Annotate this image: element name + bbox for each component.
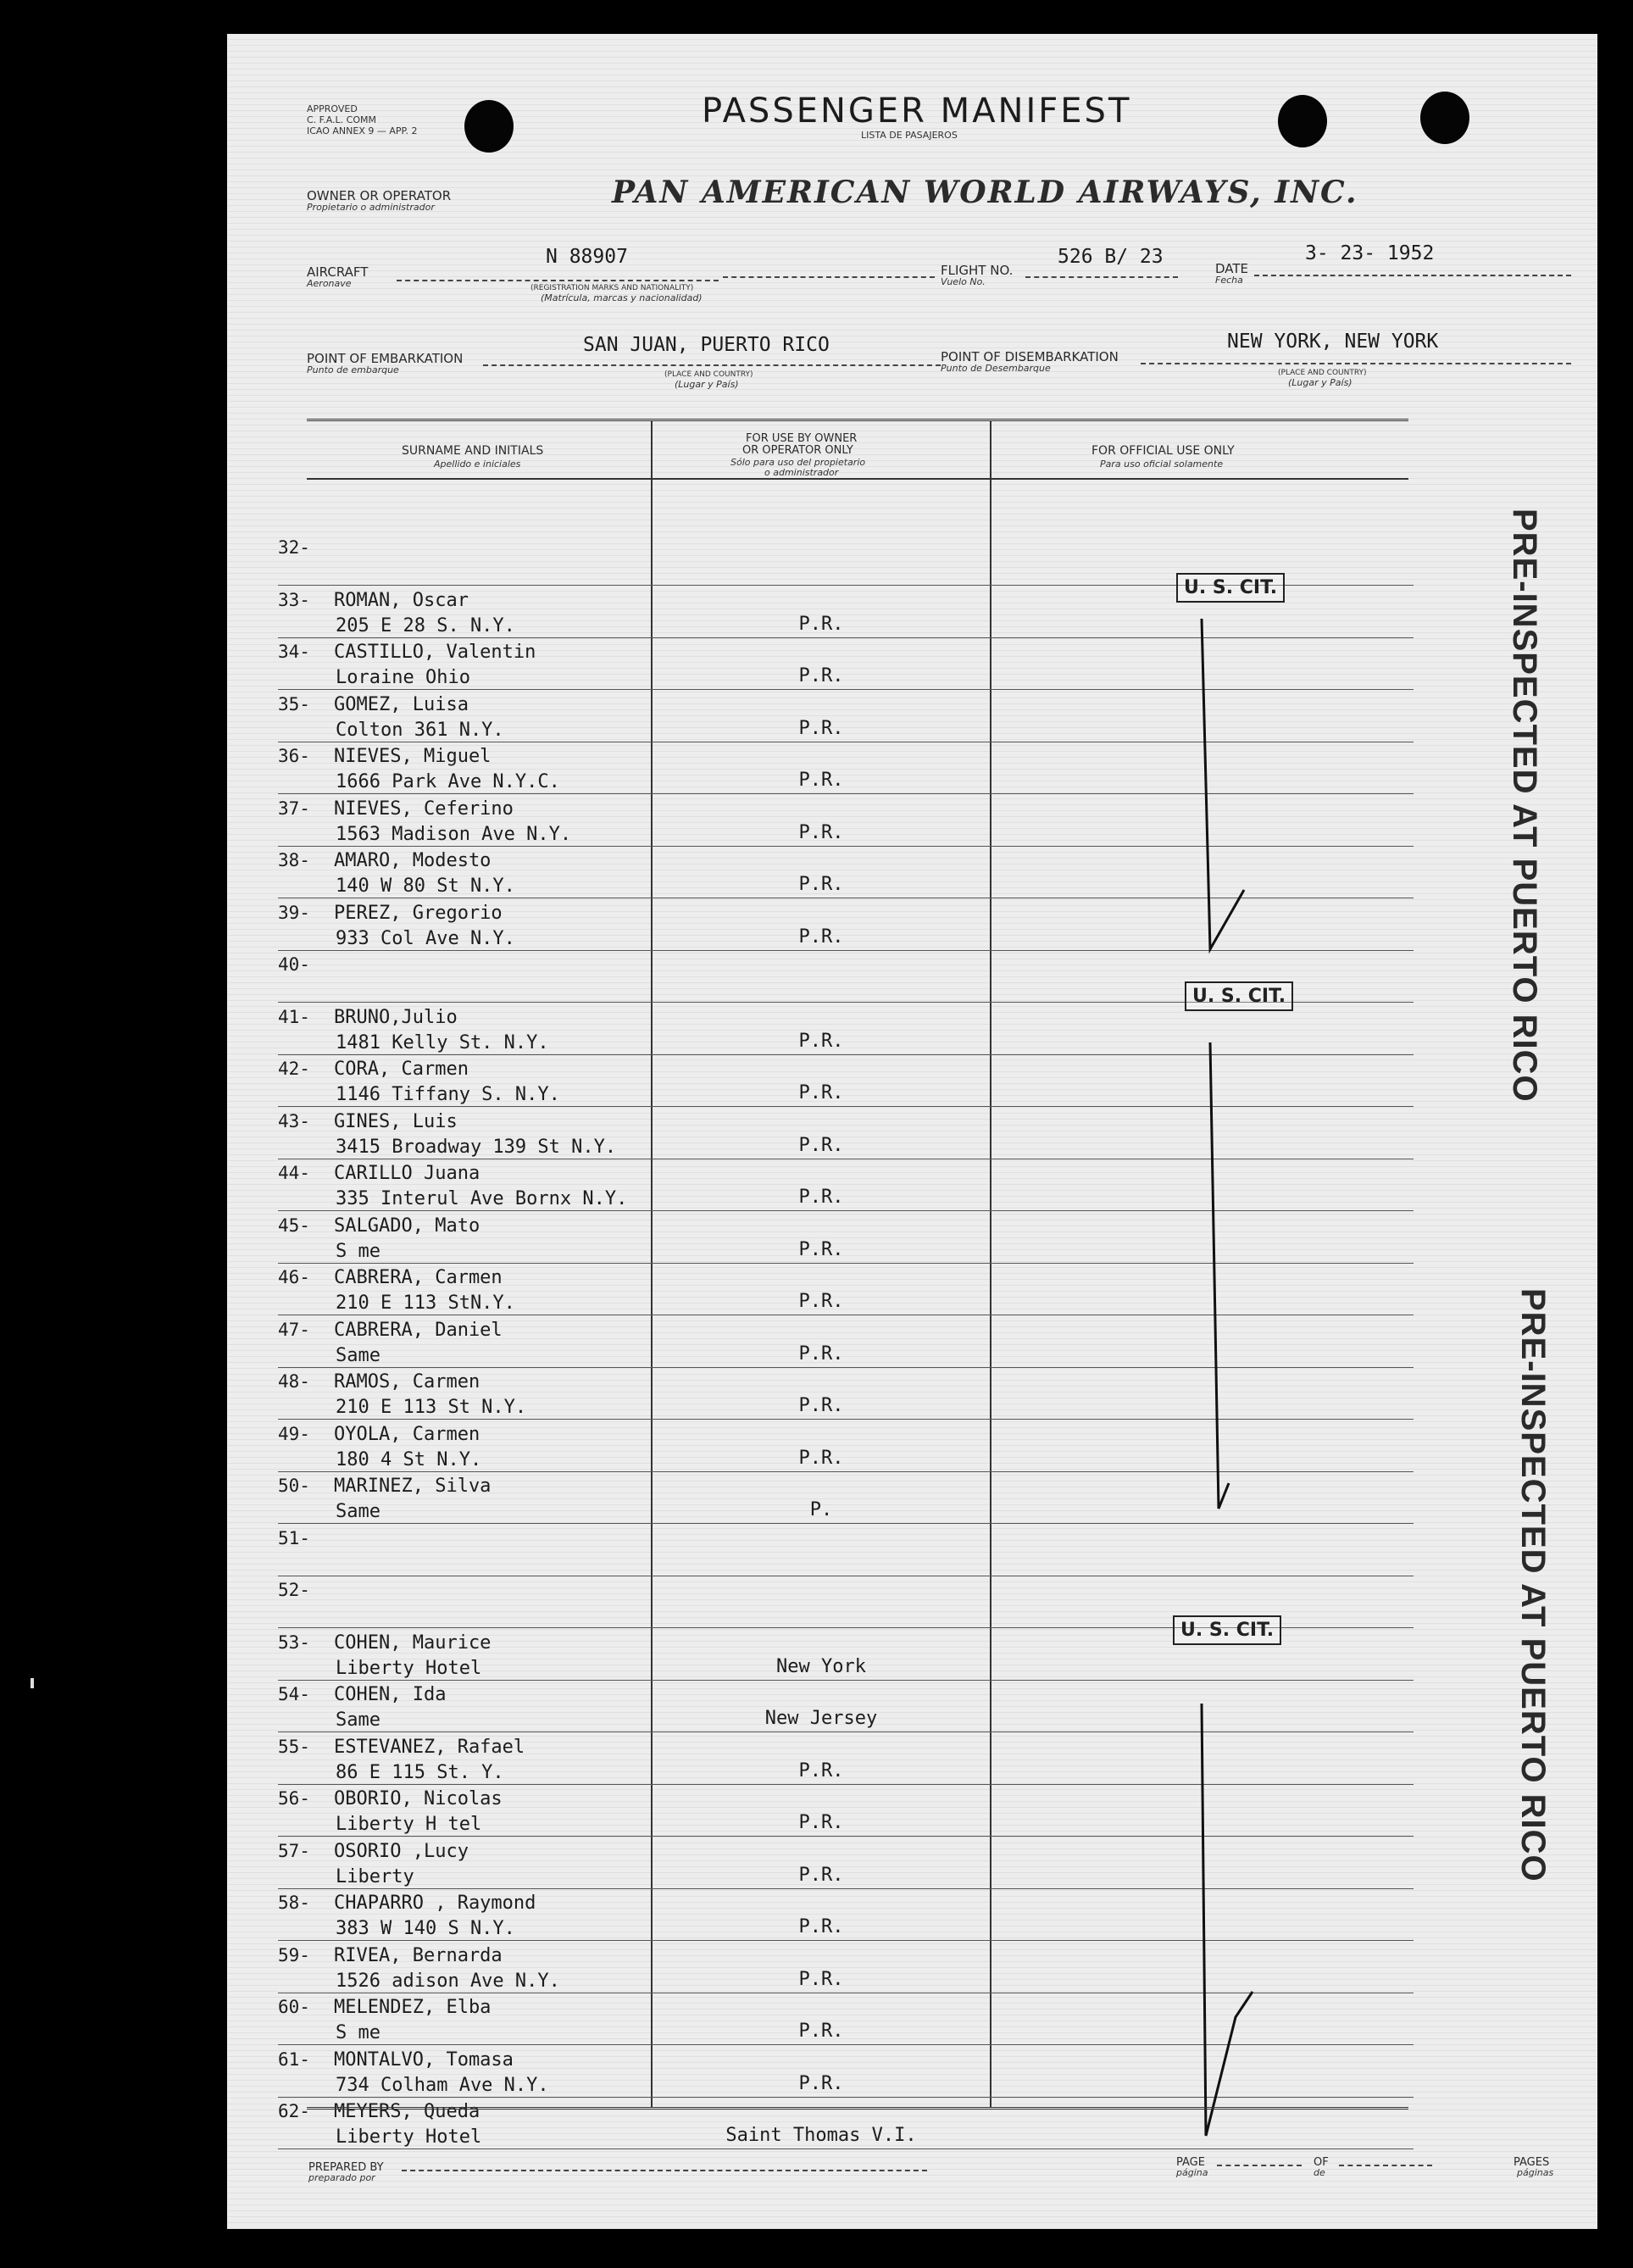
owner-use-value: P.R. [798,1865,844,1886]
prepared-by-label: PREPARED BY [308,2161,384,2174]
passenger-name: OBORIO, Nicolas [334,1788,503,1809]
passenger-number: 61- [278,2049,310,2070]
disembark-place-sub: (PLACE AND COUNTRY) [1278,369,1367,377]
passenger-number: 41- [278,1007,310,1027]
us-citizen-stamp-2: U. S. CIT. [1185,981,1293,1011]
owner-use-value: P.R. [798,1135,844,1156]
passenger-address: 734 Colham Ave N.Y. [336,2075,549,2096]
punch-hole-right-1 [1278,95,1327,147]
owner-use-value: P.R. [798,1343,844,1365]
passenger-address: Colton 361 N.Y. [336,720,504,741]
aircraft-line [397,280,719,281]
passenger-address: 86 E 115 St. Y. [336,1762,504,1783]
flight-label-es: Vuelo No. [941,276,986,287]
passenger-address: Liberty H tel [336,1814,482,1835]
col-owner-header-1: FOR USE BY OWNER [746,432,858,445]
passenger-address: S me [336,1241,380,1262]
passenger-number: 35- [278,694,310,714]
disembark-label: POINT OF DISEMBARKATION [941,349,1119,364]
passenger-name: CASTILLO, Valentin [334,642,536,663]
owner-use-value: P.R. [798,1082,844,1103]
owner-use-value: P.R. [798,718,844,739]
disembark-label-es: Punto de Desembarque [941,363,1051,374]
passenger-address: S me [336,2022,380,2043]
pages-label: PAGES [1514,2156,1550,2169]
date-line [1254,275,1571,276]
passenger-name: OSORIO ,Lucy [334,1841,469,1862]
footer-rule [307,2107,1408,2110]
passenger-name: CABRERA, Daniel [334,1320,503,1341]
aircraft-sub: (REGISTRATION MARKS AND NATIONALITY) [530,284,694,292]
passenger-address: 3415 Broadway 139 St N.Y. [336,1137,617,1158]
owner-use-value: Saint Thomas V.I. [725,2125,917,2146]
passenger-number: 50- [278,1476,310,1496]
embark-line [483,364,941,366]
passenger-name: GOMEZ, Luisa [334,694,469,715]
passenger-address: 335 Interul Ave Bornx N.Y. [336,1188,628,1209]
passenger-number: 45- [278,1215,310,1236]
passenger-number: 44- [278,1163,310,1183]
page-subtitle: LISTA DE PASAJEROS [861,130,958,141]
owner-use-value: P.R. [798,926,844,948]
owner-use-value: P.R. [798,822,844,843]
passenger-number: 43- [278,1111,310,1131]
checkmark-icon [1176,610,1278,966]
passenger-address: 180 4 St N.Y. [336,1449,482,1470]
page-line [1217,2165,1302,2166]
flight-value: 526 B/ 23 [1058,246,1164,268]
owner-label-es: Propietario o administrador [307,202,435,213]
aircraft-sub-es: (Matrícula, marcas y nacionalidad) [541,292,703,303]
passenger-address: 383 W 140 S N.Y. [336,1918,515,1939]
passenger-address: Liberty Hotel [336,2126,482,2148]
owner-use-value: P.R. [798,770,844,791]
owner-use-value: P. [809,1499,833,1520]
col-official-header: FOR OFFICIAL USE ONLY [1091,444,1235,458]
passenger-name: NIEVES, Miguel [334,746,492,767]
owner-use-value: P.R. [798,1812,844,1833]
header-bottom-rule [307,478,1408,480]
col-owner-header-es2: o administrador [764,467,839,478]
passenger-number: 46- [278,1267,310,1287]
passenger-address: Liberty Hotel [336,1658,482,1679]
table-top-rule [307,419,1408,421]
passenger-name: RIVEA, Bernarda [334,1945,503,1966]
punch-hole-right-2 [1420,92,1469,144]
of-label: OF [1314,2156,1329,2169]
passenger-address: 1481 Kelly St. N.Y. [336,1032,549,1053]
scan-speck [31,1678,34,1688]
owner-value: PAN AMERICAN WORLD AIRWAYS, INC. [612,175,1358,210]
passenger-address: 1666 Park Ave N.Y.C. [336,771,560,792]
passenger-number: 57- [278,1841,310,1861]
passenger-name: NIEVES, Ceferino [334,798,514,820]
passenger-name: MELENDEZ, Elba [334,1997,492,2018]
owner-use-value: P.R. [798,874,844,895]
passenger-address: Loraine Ohio [336,667,470,688]
passenger-number: 42- [278,1059,310,1079]
checkmark-icon [1168,1661,1269,2153]
passenger-number: 33- [278,590,310,610]
embark-place-sub: (PLACE AND COUNTRY) [664,370,753,379]
owner-use-value: New York [776,1656,866,1677]
passenger-name: COHEN, Maurice [334,1632,492,1654]
us-citizen-stamp-1: U. S. CIT. [1176,573,1285,603]
passenger-number: 54- [278,1684,310,1704]
passenger-number: 55- [278,1737,310,1757]
approved-line: APPROVED [307,103,358,114]
owner-use-value: P.R. [798,1187,844,1208]
owner-use-value: P.R. [798,1969,844,1990]
preinspected-stamp-2: PRE-INSPECTED AT PUERTO RICO [1514,1288,1552,1882]
passenger-name: CARILLO Juana [334,1163,480,1184]
passenger-address: Same [336,1501,380,1522]
embark-place-sub-es: (Lugar y País) [675,379,739,390]
owner-use-value: P.R. [798,614,844,635]
col-owner-header-es1: Sólo para uso del propietario [730,457,866,468]
passenger-number: 34- [278,642,310,662]
us-citizen-stamp-3: U. S. CIT. [1173,1615,1281,1645]
passenger-address: Liberty [336,1866,414,1887]
owner-use-value: P.R. [798,1916,844,1937]
col-owner-header-2: OR OPERATOR ONLY [742,444,853,457]
of-label-es: de [1314,2167,1325,2178]
passenger-name: CHAPARRO , Raymond [334,1893,536,1914]
approved-note [307,103,417,136]
punch-hole-left [464,100,514,153]
col-surname-header: SURNAME AND INITIALS [402,444,544,458]
passenger-number: 36- [278,746,310,766]
date-label: DATE [1215,261,1249,276]
passenger-number: 56- [278,1788,310,1809]
page-label: PAGE [1176,2156,1205,2169]
passenger-number: 39- [278,903,310,923]
passenger-address: Same [336,1345,380,1366]
passenger-number: 52- [278,1580,310,1600]
passenger-name: BRUNO,Julio [334,1007,458,1028]
passenger-name: GINES, Luis [334,1111,458,1132]
owner-label: OWNER OR OPERATOR [307,188,452,203]
passenger-address: 933 Col Ave N.Y. [336,928,515,949]
approved-line: C. F.A.L. COMM [307,114,377,125]
aircraft-label: AIRCRAFT [307,264,369,280]
passenger-address: Same [336,1709,380,1731]
owner-use-value: P.R. [798,1291,844,1312]
owner-use-value: P.R. [798,1239,844,1260]
disembark-place-sub-es: (Lugar y País) [1288,377,1353,388]
col-official-header-es: Para uso oficial solamente [1100,459,1224,470]
flight-label: FLIGHT NO. [941,263,1014,278]
passenger-address: 140 W 80 St N.Y. [336,876,515,897]
passenger-number: 37- [278,798,310,819]
passenger-name: COHEN, Ida [334,1684,447,1705]
passenger-name: RAMOS, Carmen [334,1371,480,1392]
passenger-name: ESTEVANEZ, Rafael [334,1737,525,1758]
owner-use-value: P.R. [798,1760,844,1782]
passenger-number: 53- [278,1632,310,1653]
embark-value: SAN JUAN, PUERTO RICO [583,334,830,356]
approved-line: ICAO ANNEX 9 — APP. 2 [307,125,418,136]
passenger-number: 62- [278,2101,310,2121]
owner-use-value: New Jersey [764,1708,878,1729]
aircraft-label-es: Aeronave [307,278,352,289]
passenger-number: 47- [278,1320,310,1340]
passenger-address: 210 E 113 St N.Y. [336,1397,527,1418]
passenger-number: 32- [278,537,310,558]
passenger-number: 58- [278,1893,310,1913]
passenger-name: PEREZ, Gregorio [334,903,503,924]
passenger-name: SALGADO, Mato [334,1215,480,1237]
passenger-number: 51- [278,1528,310,1548]
passenger-name: MEYERS, Queda [334,2101,480,2122]
page-label-es: página [1176,2167,1208,2178]
passenger-number: 59- [278,1945,310,1965]
aircraft-value: N 88907 [546,246,628,268]
embark-label: POINT OF EMBARKATION [307,351,464,366]
checkmark-icon [1185,1034,1286,1526]
passenger-address: 1526 adison Ave N.Y. [336,1971,560,1992]
passenger-name: MONTALVO, Tomasa [334,2049,514,2071]
col-surname-header-es: Apellido e iniciales [434,459,521,470]
passenger-number: 40- [278,954,310,975]
page-title: PASSENGER MANIFEST [702,92,1132,131]
passenger-name: OYOLA, Carmen [334,1424,480,1445]
owner-use-value: P.R. [798,1031,844,1052]
flight-line [723,276,935,278]
pages-label-es: páginas [1517,2167,1554,2178]
date-value: 3- 23- 1952 [1305,242,1435,264]
passenger-name: MARINEZ, Silva [334,1476,492,1497]
passenger-number: 49- [278,1424,310,1444]
passenger-name: ROMAN, Oscar [334,590,469,611]
passenger-name: AMARO, Modesto [334,850,492,871]
passenger-name: CORA, Carmen [334,1059,469,1080]
passenger-address: 210 E 113 StN.Y. [336,1292,515,1314]
passenger-number: 38- [278,850,310,870]
prepared-by-line [402,2170,927,2171]
owner-use-value: P.R. [798,1448,844,1469]
manifest-sheet [227,34,1597,2229]
owner-use-value: P.R. [798,665,844,687]
of-line [1339,2165,1432,2166]
passenger-number: 60- [278,1997,310,2017]
passenger-address: 205 E 28 S. N.Y. [336,615,515,636]
passenger-number: 48- [278,1371,310,1392]
passenger-name: CABRERA, Carmen [334,1267,503,1288]
owner-use-value: P.R. [798,2073,844,2094]
passenger-address: 1563 Madison Ave N.Y. [336,824,572,845]
disembark-value: NEW YORK, NEW YORK [1227,331,1439,353]
owner-use-value: P.R. [798,1395,844,1416]
prepared-by-label-es: preparado por [308,2172,375,2183]
passenger-address: 1146 Tiffany S. N.Y. [336,1084,560,1105]
date-label-es: Fecha [1215,275,1243,286]
embark-label-es: Punto de embarque [307,364,399,375]
preinspected-stamp-1: PRE-INSPECTED AT PUERTO RICO [1506,509,1543,1103]
flight-value-line [1025,276,1178,278]
disembark-line [1141,363,1571,364]
owner-use-value: P.R. [798,2021,844,2042]
